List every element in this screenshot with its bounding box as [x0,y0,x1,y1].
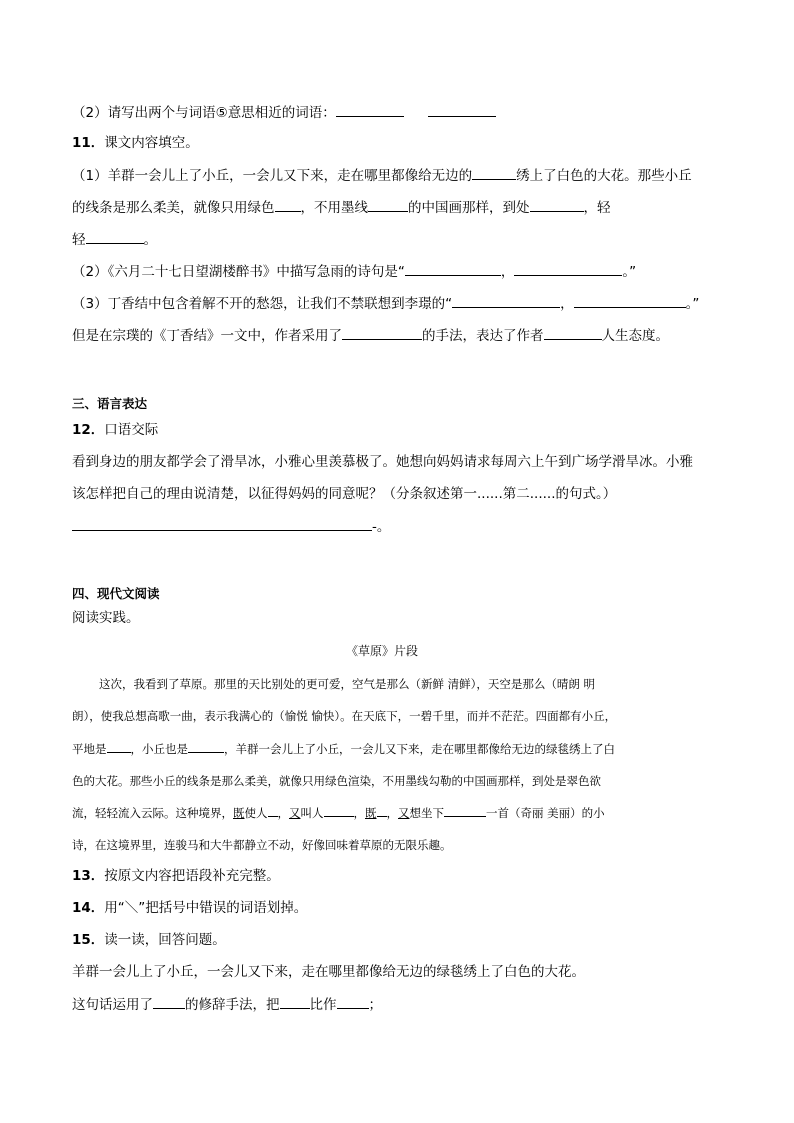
answer-blank[interactable] [275,197,301,212]
text: ，不用墨线 [300,200,368,216]
text: ，轻 [583,200,611,216]
passage-line [72,803,605,823]
question-number: 11． [72,135,105,151]
text: ，小丘也是 [130,742,188,756]
text: 绣上了白色的大花。那些小丘 [516,168,692,184]
text: 的线条是那么柔美，就像只用绿色 [72,200,275,216]
answer-blank[interactable] [337,994,369,1009]
q11-part1-line2 [72,197,611,218]
passage-line: 这次，我看到了草原。那里的天比别处的更可爱，空气是那么（新鲜 清鲜），天空是那么（晴朗 明 [99,677,596,691]
section-heading: 三、语言表达 [72,396,148,411]
answer-blank[interactable] [188,740,224,753]
answer-blank[interactable] [452,293,560,308]
question-title: 课文内容填空。 [104,135,199,151]
reading-intro: 阅读实践。 [72,610,140,626]
text: 的修辞手法，把 [185,997,280,1013]
passage-line: 色的大花。那些小丘的线条是那么柔美，就像只用绿色渲染，不用墨线勾勒的中国画那样，到处是翠色欲 [72,774,601,788]
section-heading: 四、现代文阅读 [72,586,160,601]
text: 。” [622,264,637,280]
q15-answer-line [72,994,382,1015]
text: 比作 [309,997,337,1013]
answer-blank[interactable] [342,325,422,340]
text: 一首（奇丽 美丽）的小 [486,806,605,820]
answer-blank[interactable] [574,293,686,308]
answer-blank[interactable] [544,325,602,340]
text: 平地是 [72,742,107,756]
q12-heading [72,420,158,440]
answer-blank[interactable] [153,994,185,1009]
answer-blank[interactable] [107,740,131,753]
passage-line: 诗，在这境界里，连骏马和大牛都静立不动，好像回味着草原的无限乐趣。 [72,838,452,852]
text: 既 [365,806,377,820]
text: 使人 [244,806,268,820]
text: 既 [233,806,245,820]
passage-title: 《草原》片段 [346,644,419,658]
question-number: 13． [72,868,105,884]
q11-part3-line1 [72,293,699,314]
passage-line [72,739,615,759]
text: （2）《六月二十七日望湖楼醉书》中描写急雨的诗句是“ [72,264,405,280]
q11-part3-line2 [72,325,669,346]
q12-answer [72,516,390,537]
text: 的中国画那样，到处 [408,200,530,216]
q11-part1-line3 [72,229,157,250]
answer-blank[interactable] [268,804,278,817]
text: 人生态度。 [601,328,669,344]
text: （1）羊群一会儿上了小丘，一会儿又下来，走在哪里都像给无边的 [72,168,473,184]
q12-text-line2: 该怎样把自己的理由说清楚，以征得妈妈的同意呢？（分条叙述第一......第二......的句式。） [72,486,617,502]
answer-blank[interactable] [86,229,144,244]
question-text: 用“＼”把括号中错误的词语划掉。 [104,900,308,916]
answer-blank[interactable] [428,102,496,117]
text: 叫人 [300,806,324,820]
q11-part2 [72,261,636,282]
q13 [72,866,280,886]
question-text: 读一读，回答问题。 [104,932,226,948]
text: ， [500,264,515,280]
answer-blank[interactable] [472,165,516,180]
text: ， [353,806,365,820]
text: 但是在宗璞的《丁香结》一文中，作者采用了 [72,328,342,344]
text: 流，轻轻流入云际。这种境界， [72,806,233,820]
text: 又 [289,806,301,820]
text: ，羊群一会儿上了小丘，一会儿又下来，走在哪里都像给无边的绿毯绣上了白 [224,742,615,756]
q11-heading [72,133,199,153]
text: （3）丁香结中包含着解不开的愁怨，让我们不禁联想到李璟的“ [72,296,453,312]
question-title: 口语交际 [104,422,159,438]
text: 。” [685,296,700,312]
answer-blank[interactable] [405,261,501,276]
answer-blank[interactable] [280,994,310,1009]
text: 想坐下 [409,806,444,820]
q15-quote: 羊群一会儿上了小丘，一会儿又下来，走在哪里都像给无边的绿毯绣上了白色的大花。 [72,964,585,980]
text: ， [560,296,574,312]
text: -。 [372,519,391,535]
text: ， [277,806,289,820]
text: 。 [143,232,157,248]
text: 轻 [72,232,86,248]
q12-text-line1: 看到身边的朋友都学会了滑旱冰，小雅心里羡慕极了。她想向妈妈请求每周六上午到广场学滑旱冰。小雅 [72,454,693,470]
text: ； [368,997,382,1013]
q14 [72,898,307,918]
q10-part2-text: （2）请写出两个与词语⑤意思相近的词语： [72,105,336,121]
answer-blank[interactable] [72,516,372,531]
question-number: 15． [72,932,105,948]
answer-blank[interactable] [377,804,387,817]
text: 这句话运用了 [72,997,153,1013]
answer-blank[interactable] [368,197,408,212]
passage-line: 朗），使我总想高歌一曲，表示我满心的（愉悦 愉快）。在天底下，一碧千里，而并不茫茫。四面都有小丘， [72,709,617,723]
answer-blank[interactable] [336,102,404,117]
answer-blank[interactable] [514,261,622,276]
question-number: 12． [72,422,105,438]
text: 又 [398,806,410,820]
q10-part2 [72,102,496,123]
q15 [72,930,226,950]
answer-blank[interactable] [324,804,354,817]
answer-blank[interactable] [530,197,584,212]
q11-part1-line1 [72,165,692,186]
text: 的手法，表达了作者 [422,328,544,344]
question-text: 按原文内容把语段补充完整。 [104,868,280,884]
text: ， [386,806,398,820]
answer-blank[interactable] [444,804,486,817]
question-number: 14． [72,900,105,916]
